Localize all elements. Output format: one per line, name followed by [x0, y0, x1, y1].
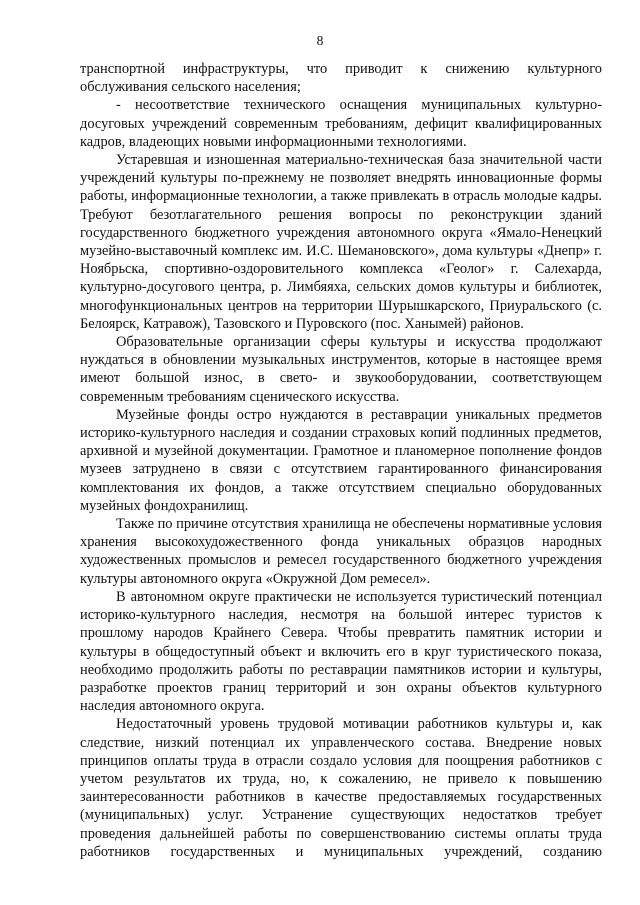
paragraph-education: Образовательные организации сферы культуры и искусства продолжают нуждаться в обновлении музыкальных инструментов, которые в настоящее время имеют большой износ, в свето- и звукооборудовании, соответствующем современным требованиям сценического искусства. [80, 334, 602, 405]
paragraph-material-base: Устаревшая и изношенная материально-техническая база значительной части учреждений культуры по-прежнему не позволяет внедрять инновационные формы работы, информационные технологии, а также привлекать в отрасль молодые кадры. Требуют безотлагательного решения вопросы по реконструкции зданий государственного бюджетного учреждения автономного округа «Ямало-Ненецкий музейно-выставочный комплекс им. И.С. Шемановского», дома культуры «Днепр» г. Ноябрьска, спортивно-оздоровительного комплекса «Геолог» г. Салехарда, культурно-досугового центра, р. Лимбяяха, сельских домов культуры и библиотек, многофункциональных центров на территории Шурышкарского, Приуральского (с. Белоярск, Катравож), Тазовского и Пуровского (пос. Ханымей) районов. [80, 152, 602, 332]
page-number: 8 [316, 33, 324, 48]
document-body [80, 60, 602, 861]
paragraph-storage: Также по причине отсутствия хранилища не обеспечены нормативные условия хранения высокохудожественного фонда уникальных образцов народных художественных промыслов и ремесел государственного бюджетного учреждения культуры автономного округа «Окружной Дом ремесел». [80, 516, 602, 587]
paragraph-motivation: Недостаточный уровень трудовой мотивации работников культуры и, как следствие, низкий потенциал их управленческого состава. Внедрение новых принципов оплаты труда в отрасли создало условия для поощрения работников с учетом результатов их труда, но, к сожалению, не привело к повышению заинтересованности работников в качестве предоставляемых государственных (муниципальных) услуг. Устранение существующих недостатков требует проведения дальнейшей работы по совершенствованию системы оплаты труда работников государственных и муниципальных учреждений, созданию [80, 716, 602, 860]
paragraph-museum-funds: Музейные фонды остро нуждаются в реставрации уникальных предметов историко-культурного наследия и создании страховых копий подлинных предметов, архивной и музейной документации. Грамотное и планомерное пополнение фондов музеев затруднено в связи с отсутствием гарантированного финансирования комплектования их фондов, а также отсутствием специально оборудованных музейных фондохранилищ. [80, 406, 602, 514]
paragraph-equipment-mismatch: - несоответствие технического оснащения муниципальных культурно-досуговых учреждений современным требованиям, дефицит квалифицированных кадров, владеющих новыми информационными технологиями. [80, 97, 602, 150]
paragraph-continuation: транспортной инфраструктуры, что приводит к снижению культурного обслуживания сельского населения; [80, 61, 602, 96]
paragraph-tourism: В автономном округе практически не используется туристический потенциал историко-культурного наследия, несмотря на большой интерес туристов к прошлому народов Крайнего Севера. Чтобы превратить памятник истории и культуры в общедоступный объект и включить его в круг туристического показа, необходимо продолжить работы по реставрации памятников истории и культуры, разработке проектов границ территорий и зон охраны объектов культурного наследия автономного округа. [80, 588, 602, 715]
